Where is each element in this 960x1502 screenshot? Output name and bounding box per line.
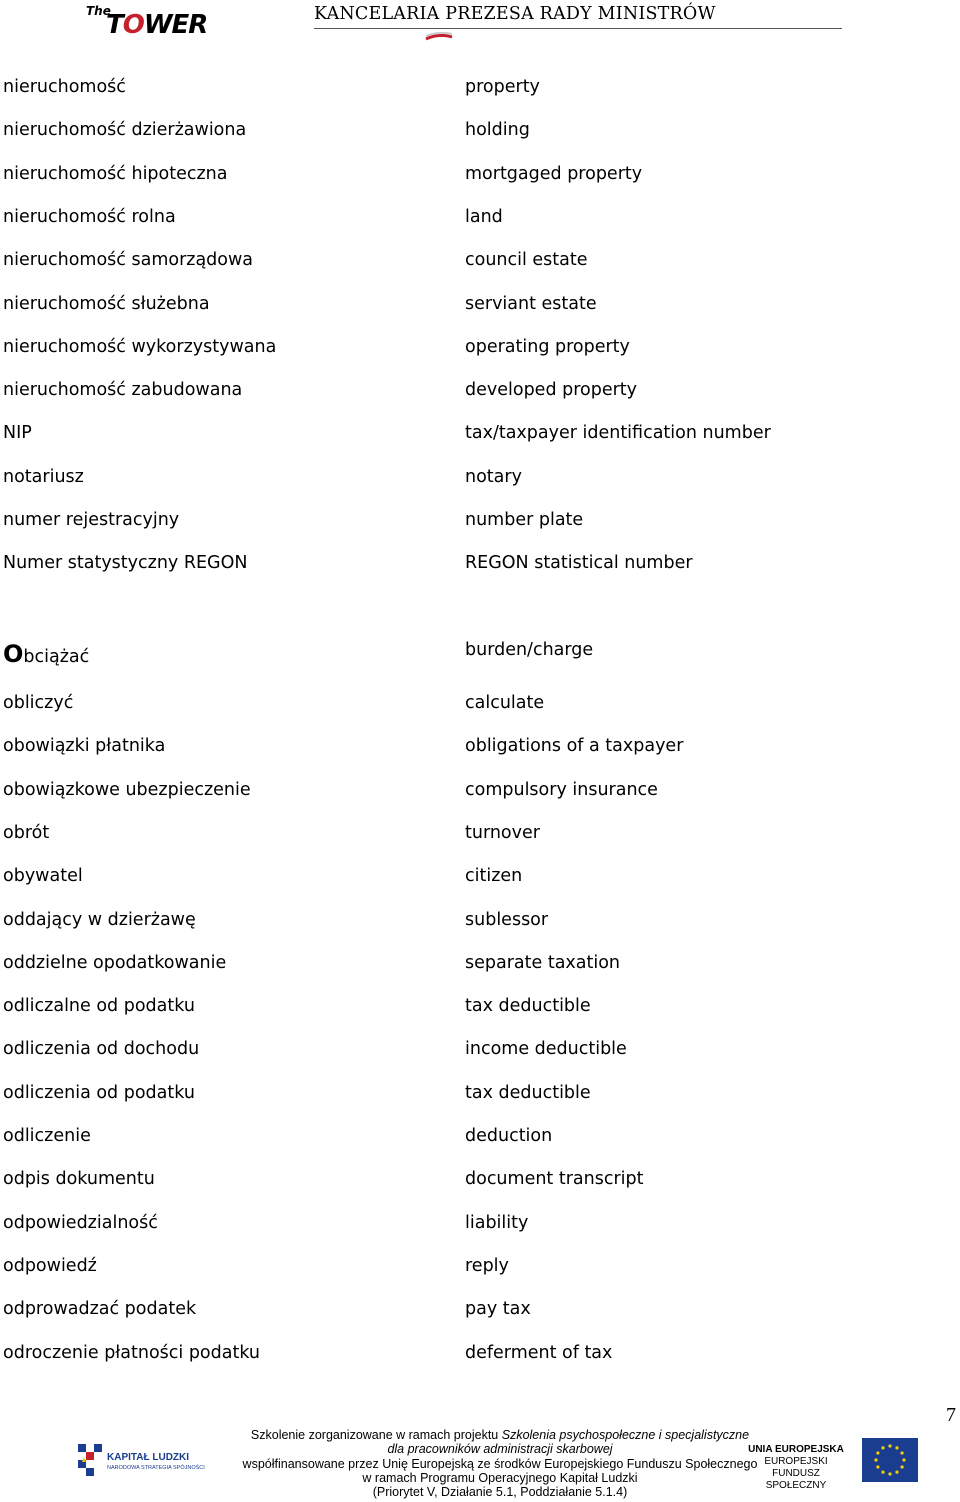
glossary-term: nieruchomość zabudowana: [3, 380, 243, 401]
glossary-translation: document transcript: [465, 1169, 644, 1190]
glossary-term: odroczenie płatności podatku: [3, 1342, 261, 1363]
kapital-ludzki-title: KAPITAŁ LUDZKI: [107, 1452, 190, 1463]
glossary-term: Obciążać: [3, 640, 90, 668]
tower-logo-word: TOWER: [106, 10, 208, 40]
kapital-ludzki-subtitle: NARODOWA STRATEGIA SPÓJNOŚCI: [107, 1465, 205, 1471]
glossary-translation: compulsory insurance: [465, 779, 658, 800]
glossary-term: obliczyć: [3, 693, 74, 713]
footer-line-4: w ramach Programu Operacyjnego Kapitał Ludzki: [362, 1470, 638, 1485]
eu-star-icon: [888, 1444, 891, 1447]
glossary-term: obywatel: [3, 866, 83, 887]
glossary-term: obowiązki płatnika: [3, 736, 166, 757]
eu-star-icon: [901, 1465, 904, 1468]
eu-star-icon: [895, 1446, 898, 1449]
eu-star-icon: [881, 1471, 884, 1474]
glossary-translation: tax deductible: [465, 996, 591, 1017]
glossary-translation: calculate: [465, 693, 545, 713]
footer-text: [220, 1428, 780, 1499]
footer-line-1: Szkolenie zorganizowane w ramach projektu Szkolenia psychospołeczne i specjalistyczne: [250, 1428, 750, 1442]
glossary-translation: property: [465, 77, 540, 97]
eu-star-icon: [888, 1472, 891, 1475]
glossary-term: nieruchomość: [3, 77, 126, 97]
section-initial-letter: O: [3, 640, 24, 668]
glossary-term: obowiązkowe ubezpieczenie: [3, 779, 251, 800]
tower-logo: [84, 4, 214, 38]
glossary-translation: holding: [465, 120, 530, 141]
glossary-translation: operating property: [465, 336, 630, 357]
glossary-translation: sublessor: [465, 909, 549, 930]
header-divider: [314, 28, 842, 29]
glossary-translation: turnover: [465, 822, 540, 843]
glossary-translation: tax/taxpayer identification number: [465, 423, 771, 444]
glossary-term: odliczenia od dochodu: [3, 1039, 200, 1060]
page-number: 7: [946, 1404, 956, 1426]
glossary-term: oddający w dzierżawę: [3, 909, 196, 930]
footer-line-3: współfinansowane przez Unię Europejską ze środków Europejskiego Funduszu Społecznego: [242, 1456, 758, 1471]
footer-line-2: dla pracowników administracji skarbowej: [387, 1442, 613, 1457]
glossary-term: nieruchomość rolna: [3, 206, 176, 227]
glossary-term: odprowadzać podatek: [3, 1299, 197, 1320]
glossary-translation: obligations of a taxpayer: [465, 736, 684, 757]
eu-star-icon: [901, 1451, 904, 1454]
polish-flag-icon: [424, 31, 454, 41]
glossary-term: nieruchomość służebna: [3, 293, 210, 314]
eu-flag-icon: [862, 1438, 918, 1482]
glossary-translation: council estate: [465, 250, 588, 271]
glossary-term: odpis dokumentu: [3, 1169, 155, 1190]
eu-star-icon: [874, 1458, 877, 1461]
glossary-term: nieruchomość hipoteczna: [3, 163, 228, 184]
glossary-translation: developed property: [465, 380, 638, 401]
glossary-translation: income deductible: [465, 1039, 627, 1060]
eu-text: UNIA EUROPEJSKA EUROPEJSKI FUNDUSZ SPOŁECZNY: [748, 1444, 844, 1491]
glossary-term: numer rejestracyjny: [3, 510, 180, 530]
glossary-term: oddzielne opodatkowanie: [3, 952, 227, 973]
glossary-translation: reply: [465, 1255, 509, 1276]
kprm-title: KANCELARIA PREZESA RADY MINISTRÓW: [314, 4, 716, 24]
glossary-term: Numer statystyczny REGON: [3, 553, 248, 574]
glossary-translation: deferment of tax: [465, 1342, 613, 1363]
glossary-translation: land: [465, 206, 503, 227]
glossary-translation: deduction: [465, 1126, 553, 1146]
glossary-term: nieruchomość dzierżawiona: [3, 120, 247, 141]
glossary-translation: mortgaged property: [465, 163, 643, 184]
glossary-term: obrót: [3, 822, 50, 843]
glossary-translation: serviant estate: [465, 293, 597, 314]
footer-line-5: (Priorytet V, Działanie 5.1, Poddziałanie 5.1.4): [372, 1485, 628, 1500]
glossary-term: NIP: [3, 423, 32, 444]
glossary-term: odliczalne od podatku: [3, 996, 195, 1017]
glossary-translation: tax deductible: [465, 1082, 591, 1103]
glossary-translation: pay tax: [465, 1299, 531, 1320]
glossary-term: odpowiedzialność: [3, 1212, 158, 1233]
glossary-translation: burden/charge: [465, 640, 594, 660]
glossary-translation: citizen: [465, 866, 523, 887]
eu-star-icon: [895, 1471, 898, 1474]
glossary-translation: notary: [465, 466, 522, 487]
glossary-term: notariusz: [3, 466, 84, 487]
glossary-term: odpowiedź: [3, 1255, 97, 1276]
glossary-term: odliczenia od podatku: [3, 1082, 195, 1103]
eu-star-icon: [876, 1451, 879, 1454]
glossary-term: nieruchomość samorządowa: [3, 250, 254, 271]
eu-star-icon: [881, 1446, 884, 1449]
glossary-term: odliczenie: [3, 1126, 91, 1146]
eu-star-icon: [902, 1458, 905, 1461]
glossary-translation: liability: [465, 1212, 529, 1233]
eu-star-icon: [876, 1465, 879, 1468]
glossary-translation: separate taxation: [465, 952, 621, 973]
glossary-term: nieruchomość wykorzystywana: [3, 336, 277, 357]
glossary-translation: REGON statistical number: [465, 553, 693, 574]
glossary-translation: number plate: [465, 510, 584, 530]
tower-logo-the: The: [86, 4, 111, 18]
